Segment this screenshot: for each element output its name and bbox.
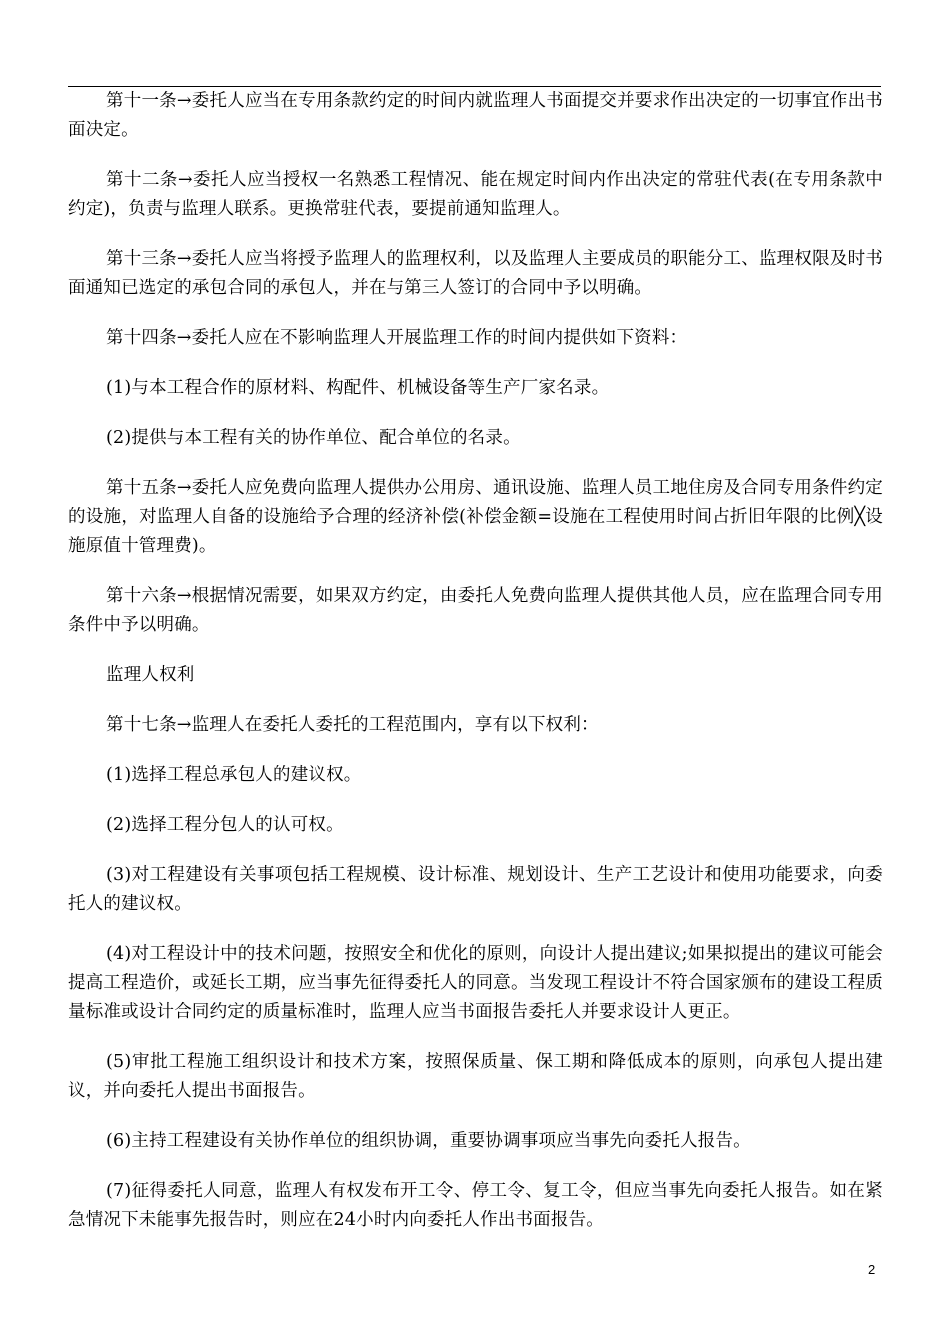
paragraph-article-15: 第十五条→委托人应免费向监理人提供办公用房、通讯设施、监理人员工地住房及合同专用条件约定的设施，对监理人自备的设施给予合理的经济补偿(补偿金额=设施在工程使用时间占折旧年限的比例╳设施原值十管理费)。 [68,478,883,556]
paragraph-article-11: 第十一条→委托人应当在专用条款约定的时间内就监理人书面提交并要求作出决定的一切事宜作出书面决定。 [68,91,883,140]
paragraph-article-17-item-3: (3)对工程建设有关事项包括工程规模、设计标准、规划设计、生产工艺设计和使用功能要求，向委托人的建议权。 [68,865,883,914]
section-heading-supervisor-rights: 监理人权利 [106,665,195,685]
paragraph-article-13: 第十三条→委托人应当将授予监理人的监理权利，以及监理人主要成员的职能分工、监理权限及时书面通知已选定的承包合同的承包人，并在与第三人签订的合同中予以明确。 [68,249,883,298]
paragraph-article-12: 第十二条→委托人应当授权一名熟悉工程情况、能在规定时间内作出决定的常驻代表(在专用条款中约定)，负责与监理人联系。更换常驻代表，要提前通知监理人。 [68,170,883,219]
paragraph-article-17-item-5: (5)审批工程施工组织设计和技术方案，按照保质量、保工期和降低成本的原则，向承包人提出建议，并向委托人提出书面报告。 [68,1052,883,1101]
paragraph-article-16: 第十六条→根据情况需要，如果双方约定，由委托人免费向监理人提供其他人员，应在监理合同专用条件中予以明确。 [68,586,883,635]
paragraph-article-17-item-1: (1)选择工程总承包人的建议权。 [106,765,362,785]
paragraph-article-14-item-1: (1)与本工程合作的原材料、构配件、机械设备等生产厂家名录。 [106,378,610,398]
document-body [68,87,883,1256]
page-number: 2 [868,1262,876,1277]
paragraph-article-14: 第十四条→委托人应在不影响监理人开展监理工作的时间内提供如下资料： [106,328,688,348]
paragraph-article-17-item-2: (2)选择工程分包人的认可权。 [106,815,344,835]
paragraph-article-17: 第十七条→监理人在委托人委托的工程范围内，享有以下权利： [106,715,599,735]
paragraph-article-17-item-4: (4)对工程设计中的技术问题，按照安全和优化的原则，向设计人提出建议;如果拟提出的建议可能会提高工程造价，或延长工期，应当事先征得委托人的同意。当发现工程设计不符合国家颁布的建设工程质量标准或设计合同约定的质量标准时，监理人应当书面报告委托人并要求设计人更正。 [68,944,883,1022]
paragraph-article-14-item-2: (2)提供与本工程有关的协作单位、配合单位的名录。 [106,428,521,448]
paragraph-article-17-item-7: (7)征得委托人同意，监理人有权发布开工令、停工令、复工令，但应当事先向委托人报告。如在紧急情况下未能事先报告时，则应在24小时内向委托人作出书面报告。 [68,1181,883,1230]
paragraph-article-17-item-6: (6)主持工程建设有关协作单位的组织协调，重要协调事项应当事先向委托人报告。 [106,1131,751,1151]
